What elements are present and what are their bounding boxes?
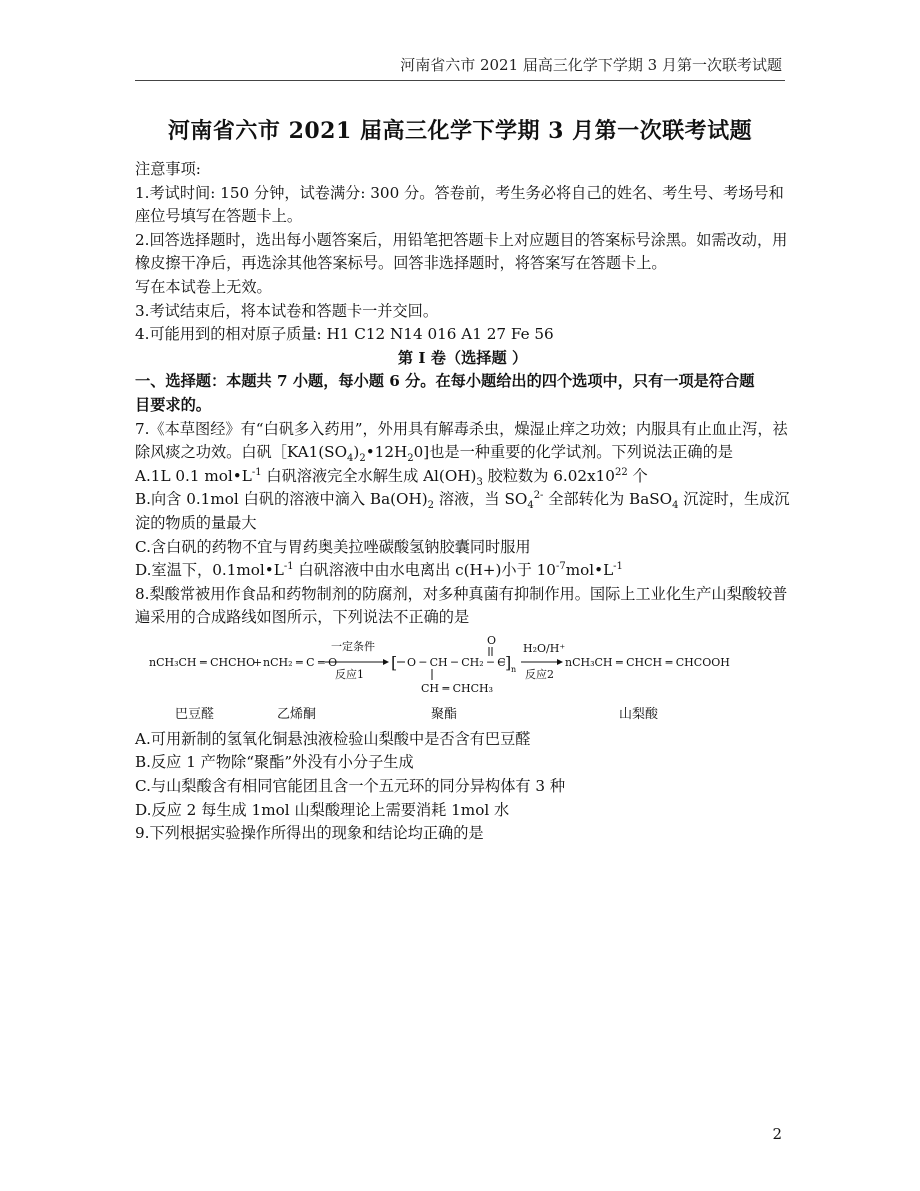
q7b-text-a: B.向含 0.1mol 白矾的溶液中滴入 Ba(OH) (135, 490, 428, 509)
q7b-sup: 2- (533, 490, 544, 502)
note-2: 2.回答选择题时，选出每小题答案后，用铅笔把答题卡上对应题目的答案标号涂黑。如需改动，用橡皮擦干净后，再选涂其他答案标号。回答非选择题时，将答案写在答题卡上。 (135, 230, 788, 273)
section-instruction (135, 370, 790, 417)
q8-option-a: A.可用新制的氢氧化铜悬浊液检验山梨酸中是否含有巴豆醛 (135, 729, 531, 748)
section-title: 第 I 卷（选择题 ） (397, 348, 528, 367)
reaction2-label: 反应2 (525, 667, 554, 681)
q7-option-c: C.含白矾的药物不宜与胃药奥美拉唑碳酸氢钠胶囊同时服用 (135, 537, 531, 556)
q8-option-c: C.与山梨酸含有相同官能团且含一个五元环的同分异构体有 3 种 (135, 777, 566, 796)
q7d-sup-3: -1 (613, 561, 623, 573)
q7a-text-d: 个 (627, 466, 648, 485)
running-header: 河南省六市 2021 届高三化学下学期 3 月第一次联考试题 (400, 56, 782, 74)
bracket-left: [ (391, 652, 398, 672)
q8-option-b: B.反应 1 产物除“聚酯”外没有小分子生成 (135, 753, 414, 772)
bracket-right: ] (505, 652, 512, 672)
q7a-sub: 3 (476, 476, 483, 488)
section-instruction-line2: 目要求的。 (135, 395, 211, 414)
question-8-stem: 8.梨酸常被用作食品和药物制剂的防腐剂，对多种真菌有抑制作用。国际上工业化生产山梨酸较普遍采用的合成路线如图所示，下列说法不正确的是 (135, 584, 788, 627)
q7a-sup-2: 22 (614, 466, 628, 478)
reactant-ketene: nCH₂ ═ C ═ O (263, 655, 338, 669)
q7b-text-b: 溶液，当 SO (434, 490, 528, 509)
carbonyl-oxygen: O (487, 635, 497, 647)
q8-option-d: D.反应 2 每生成 1mol 山梨酸理论上需要消耗 1mol 水 (135, 800, 510, 819)
q7d-text-c: mol•L (565, 561, 614, 580)
q7-sub-2: 2 (359, 453, 366, 465)
q7-sub-1: 4 (347, 453, 354, 465)
polymer-backbone: O ─ CH ─ CH₂ ─ C (407, 655, 506, 669)
label-ketene: 乙烯酮 (277, 706, 317, 722)
question-9-stem: 9.下列根据实验操作所得出的现象和结论均正确的是 (135, 824, 484, 843)
question-7-stem (135, 418, 790, 465)
scheme-svg (135, 636, 790, 726)
q7d-text-a: D.室温下，0.1mol•L (135, 561, 284, 580)
polymer-subscript-n: n (511, 664, 517, 674)
reaction1-condition: 一定条件 (331, 639, 375, 653)
q7-option-b (135, 488, 790, 535)
q7a-sup-1: -1 (251, 466, 262, 478)
q7-option-a (135, 465, 790, 489)
section-instruction-line1: 一、选择题：本题共 7 小题，每小题 6 分。在每小题给出的四个选项中，只有一项是符合题 (135, 372, 755, 391)
page-title: 河南省六市 2021 届高三化学下学期 3 月第一次联考试题 (167, 118, 753, 144)
q7d-sup-2: -7 (555, 561, 566, 573)
reaction1-arrowhead (383, 659, 389, 665)
polymer-side-chain: CH ═ CHCH₃ (421, 681, 494, 695)
q7a-text-b: 白矾溶液完全水解生成 Al(OH) (261, 466, 477, 485)
q7-sub-3: 2 (407, 453, 414, 465)
note-3: 3.考试结束后，将本试卷和答题卡一并交回。 (135, 301, 439, 320)
product-sorbic-acid: nCH₃CH ═ CHCH ═ CHCOOH (565, 655, 730, 669)
q7-text-a: 7.《本草图经》有“白矾多入药用”，外用具有解毒杀虫，燥湿止痒之功效；内服具有止血止泻，祛除风痰之功效。白矾［KA1(SO (135, 419, 788, 462)
document-body (135, 158, 790, 846)
notes-heading: 注意事项: (135, 160, 201, 178)
page-number: 2 (772, 1125, 782, 1143)
reactant-crotonaldehyde: nCH₃CH ═ CHCHO (149, 655, 256, 669)
plus-sign: + (253, 655, 263, 669)
reaction2-condition: H₂O/H⁺ (523, 641, 566, 655)
q7b-text-d: 沉淀时，生成沉淀的物质的量最大 (135, 490, 790, 532)
q7-text-c: •12H (365, 443, 408, 462)
label-polyester: 聚酯 (431, 706, 458, 722)
q7d-sup-1: -1 (283, 561, 294, 573)
label-sorbic-acid: 山梨酸 (619, 706, 659, 722)
q7a-text-c: 胶粒数为 6.02x10 (482, 466, 615, 485)
q7a-text-a: A.1L 0.1 mol•L (135, 466, 252, 485)
q7b-sub-3: 4 (672, 500, 679, 512)
header-divider (135, 80, 785, 81)
note-2-continued: 写在本试卷上无效。 (135, 277, 272, 296)
q7-text-d: 0]也是一种重要的化学试剂。下列说法正确的是 (413, 443, 733, 462)
q7b-text-c: 全部转化为 BaSO (543, 490, 673, 509)
note-1: 1.考试时间: 150 分钟，试卷满分: 300 分。答卷前，考生务必将自己的姓名、考生号、考场号和座位号填写在答题卡上。 (135, 183, 784, 226)
note-4: 4.可能用到的相对原子质量: H1 C12 N14 016 A1 27 Fe 56 (135, 325, 554, 344)
q7d-text-b: 白矾溶液中由水电离出 c(H+)小于 10 (293, 561, 556, 580)
q7b-sub-1: 2 (427, 500, 435, 512)
reaction2-arrowhead (557, 659, 563, 665)
reaction1-label: 反应1 (335, 667, 364, 681)
label-crotonaldehyde: 巴豆醛 (175, 706, 215, 722)
q7-text-b: ) (353, 443, 360, 462)
synthesis-scheme (135, 636, 790, 726)
q7-option-d (135, 559, 790, 583)
q7b-sub-2: 4 (527, 500, 534, 512)
